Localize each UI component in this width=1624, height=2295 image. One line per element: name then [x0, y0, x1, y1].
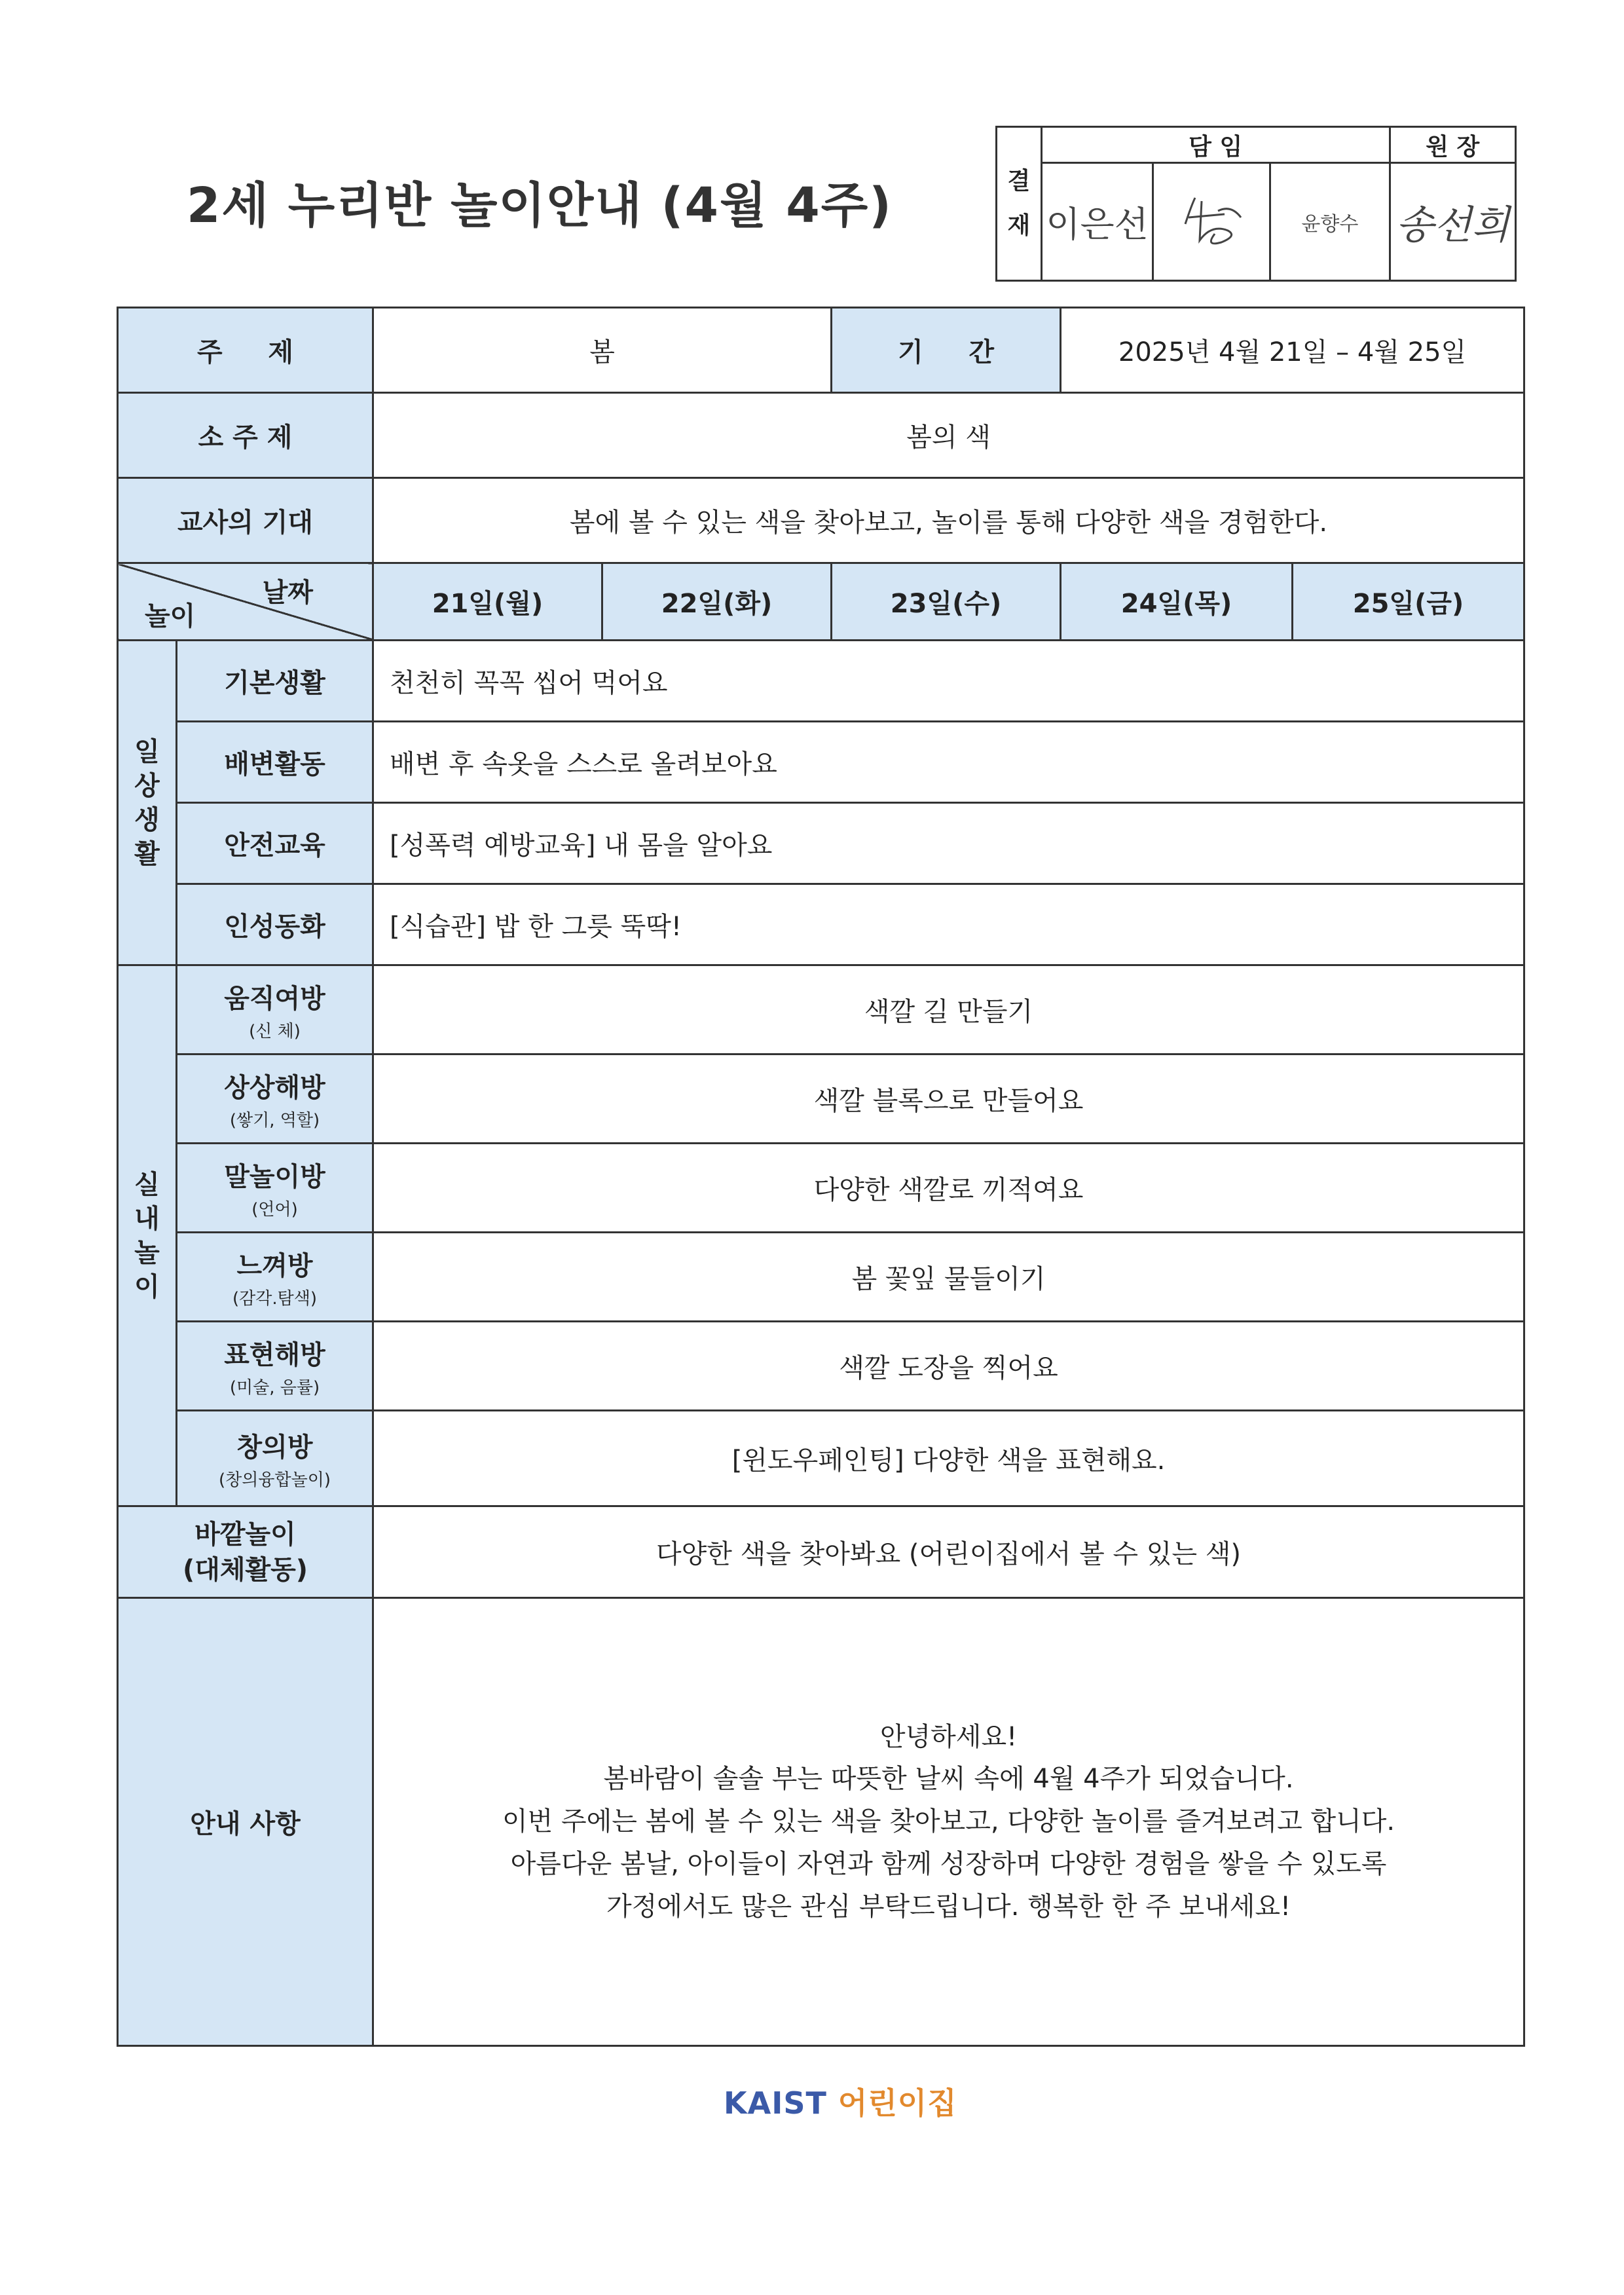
theme-label: 주 제: [118, 308, 373, 393]
date-play-corner: [118, 563, 373, 641]
footer-logo: [724, 2080, 957, 2123]
indoor-row-value: 색깔 블록으로 만들어요: [373, 1054, 1524, 1144]
indoor-play-group-label: 실내놀이: [118, 965, 177, 1506]
indoor-row-value: 색깔 길 만들기: [373, 965, 1524, 1054]
day-header-mon: 21일(월): [373, 563, 602, 641]
theme-value: 봄: [373, 308, 832, 393]
day-header-fri: 25일(금): [1293, 563, 1524, 641]
page-title: 2세 누리반 놀이안내 (4월 4주): [187, 177, 893, 234]
outdoor-value: 다양한 색을 찾아봐요 (어린이집에서 볼 수 있는 색): [373, 1506, 1524, 1598]
daily-row-value: 천천히 꼭꼭 씹어 먹어요: [373, 641, 1524, 722]
principal-signature: 송선희: [1390, 163, 1515, 281]
expectation-value: 봄에 볼 수 있는 색을 찾아보고, 놀이를 통해 다양한 색을 경험한다.: [373, 478, 1524, 563]
daily-row-value: [성폭력 예방교육] 내 몸을 알아요: [373, 803, 1524, 884]
notice-line: 이번 주에는 봄에 볼 수 있는 색을 찾아보고, 다양한 놀이를 즐겨보려고 합니다.: [502, 1806, 1395, 1837]
daily-row-label: 인성동화: [177, 884, 373, 965]
daily-life-group-label: 일상생활: [118, 641, 177, 965]
day-header-tue: 22일(화): [602, 563, 832, 641]
day-header-thu: 24일(목): [1061, 563, 1293, 641]
homeroom-header: 담 임: [1041, 127, 1390, 163]
notice-line: 아름다운 봄날, 아이들이 자연과 함께 성장하며 다양한 경험을 쌓을 수 있도록: [510, 1848, 1387, 1879]
daily-row-label: 배변활동: [177, 722, 373, 803]
corner-date-label: 날짜: [262, 578, 314, 608]
indoor-row-label: 상상해방 (쌓기, 역할): [177, 1054, 373, 1144]
indoor-row-value: [윈도우페인팅] 다양한 색을 표현해요.: [373, 1411, 1524, 1506]
logo-brand: KAIST: [724, 2085, 827, 2121]
indoor-row-label: 창의방 (창의융합놀이): [177, 1411, 373, 1506]
notice-line: 봄바람이 솔솔 부는 따뜻한 날씨 속에 4월 4주가 되었습니다.: [603, 1764, 1294, 1795]
corner-play-label: 놀이: [145, 601, 196, 631]
indoor-row-label: 표현해방 (미술, 음률): [177, 1322, 373, 1411]
approval-box: [995, 126, 1517, 282]
indoor-row-label: 움직여방 (신 체): [177, 965, 373, 1054]
homeroom-signature-2: [1153, 163, 1270, 281]
indoor-row-label: 말놀이방 (언어): [177, 1144, 373, 1233]
daily-row-label: 안전교육: [177, 803, 373, 884]
period-value: 2025년 4월 21일 – 4월 25일: [1061, 308, 1524, 393]
period-label: 기 간: [832, 308, 1061, 393]
indoor-row-value: 색깔 도장을 찍어요: [373, 1322, 1524, 1411]
daily-row-label: 기본생활: [177, 641, 373, 722]
daily-row-value: [식습관] 밥 한 그릇 뚝딱!: [373, 884, 1524, 965]
approval-label: 결재: [997, 127, 1042, 281]
outdoor-label: 바깥놀이 (대체활동): [118, 1506, 373, 1598]
handwritten-signature: [1166, 185, 1257, 257]
schedule-table: [117, 307, 1525, 2047]
subtheme-label: 소 주 제: [118, 393, 373, 478]
principal-header: 원 장: [1390, 127, 1515, 163]
indoor-row-value: 다양한 색깔로 끼적여요: [373, 1144, 1524, 1233]
daily-row-value: 배변 후 속옷을 스스로 올려보아요: [373, 722, 1524, 803]
homeroom-signature-3: 윤향수: [1270, 163, 1390, 281]
notice-label: 안내 사항: [118, 1598, 373, 2046]
indoor-row-value: 봄 꽃잎 물들이기: [373, 1233, 1524, 1322]
notice-body: [373, 1598, 1524, 2046]
homeroom-signature-1: 이은선: [1041, 163, 1153, 281]
indoor-row-label: 느껴방 (감각.탐색): [177, 1233, 373, 1322]
expectation-label: 교사의 기대: [118, 478, 373, 563]
subtheme-value: 봄의 색: [373, 393, 1524, 478]
day-header-wed: 23일(수): [832, 563, 1061, 641]
notice-line: 안녕하세요!: [879, 1721, 1018, 1752]
logo-suffix: 어린이집: [838, 2085, 957, 2121]
notice-line: 가정에서도 많은 관심 부탁드립니다. 행복한 한 주 보내세요!: [606, 1891, 1291, 1922]
